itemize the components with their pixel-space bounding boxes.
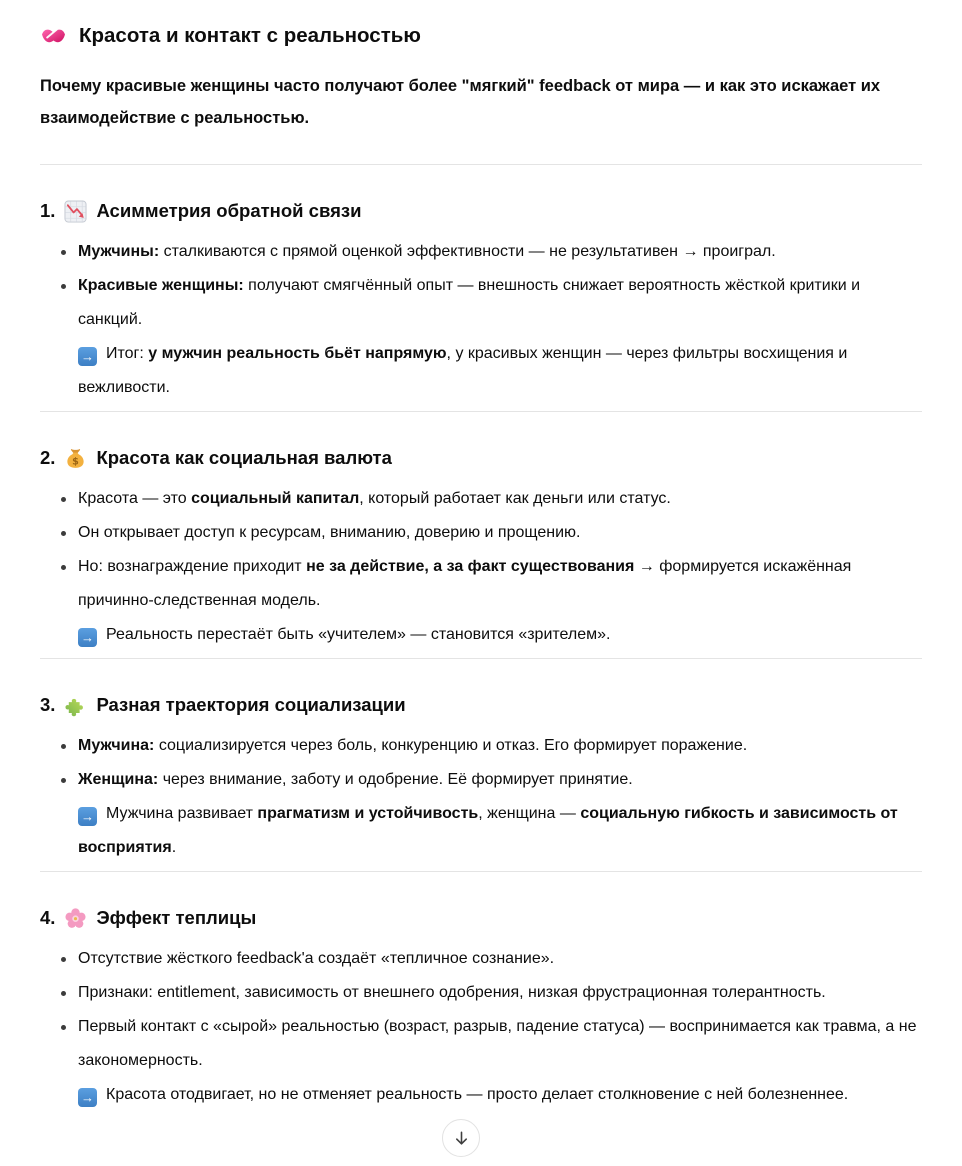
takeaway-item xyxy=(40,337,922,405)
takeaway-item xyxy=(40,618,922,652)
arrow-right-icon: → xyxy=(78,807,97,826)
item-text: Реальность перестаёт быть «учителем» — становится «зрителем». xyxy=(106,626,611,643)
sections xyxy=(40,164,922,1118)
bullet-dot xyxy=(61,497,66,502)
arrow-down-icon xyxy=(453,1130,470,1147)
section-heading xyxy=(40,692,922,718)
bullet-dot xyxy=(61,778,66,783)
item-text: Отсутствие жёсткого feedback'а создаёт «тепличное сознание». xyxy=(78,950,555,967)
item-text: Итог: у мужчин реальность бьёт напрямую, у красивых женщин — через фильтры восхищения и вежливости. xyxy=(78,345,848,396)
money-bag-icon xyxy=(64,447,87,470)
page-title: Красота и контакт с реальностью xyxy=(79,24,421,47)
page-title-row xyxy=(40,22,922,50)
item-text: Мужчины: сталкиваются с прямой оценкой эффективности — не результативен → проиграл. xyxy=(78,243,776,260)
section-4 xyxy=(40,871,922,1118)
section-2 xyxy=(40,411,922,658)
item-text: Мужчина: социализируется через боль, конкуренцию и отказ. Его формирует поражение. xyxy=(78,737,748,754)
scroll-to-bottom-button[interactable] xyxy=(442,1119,480,1157)
cherry-blossom-icon xyxy=(64,907,87,930)
bullet-dot xyxy=(61,744,66,749)
item-text: Мужчина развивает прагматизм и устойчивость, женщина — социальную гибкость и зависимость от восприятия. xyxy=(78,805,898,856)
list-item xyxy=(40,235,922,269)
document-header xyxy=(40,22,922,164)
bullet-dot xyxy=(61,957,66,962)
section-title: Эффект теплицы xyxy=(96,907,257,928)
puzzle-piece-icon xyxy=(64,694,87,717)
item-text: Женщина: через внимание, заботу и одобрение. Её формирует принятие. xyxy=(78,771,633,788)
svg-text:$: $ xyxy=(72,456,80,468)
item-text: Первый контакт с «сырой» реальностью (возраст, разрыв, падение статуса) — воспринимается как травма, а не закономерность. xyxy=(78,1018,917,1069)
bullet-dot xyxy=(61,284,66,289)
bullet-dot xyxy=(61,250,66,255)
arrow-right-icon: → xyxy=(78,628,97,647)
item-text: Но: вознаграждение приходит не за действие, а за факт существования → формируется искажённая причинно-следственная модель. xyxy=(78,558,852,609)
list-item xyxy=(40,550,922,618)
bullet-dot xyxy=(61,565,66,570)
takeaway-item xyxy=(40,1078,922,1112)
section-number: 2. xyxy=(40,447,56,468)
list-item xyxy=(40,269,922,337)
kiss-mark-icon xyxy=(40,23,67,50)
list-item xyxy=(40,1010,922,1078)
list-item xyxy=(40,729,922,763)
takeaway-item xyxy=(40,797,922,865)
item-text: Признаки: entitlement, зависимость от внешнего одобрения, низкая фрустрационная толерантность. xyxy=(78,984,826,1001)
section-heading xyxy=(40,198,922,224)
bullet-dot xyxy=(61,531,66,536)
section-title: Красота как социальная валюта xyxy=(96,447,392,468)
section-1 xyxy=(40,164,922,411)
intro-paragraph: Почему красивые женщины часто получают более "мягкий" feedback от мира — и как это искажает их взаимодействие с реальностью. xyxy=(40,77,881,127)
list-item xyxy=(40,482,922,516)
section-heading xyxy=(40,905,922,931)
bullet-dot xyxy=(61,991,66,996)
list-item xyxy=(40,763,922,797)
item-text: Он открывает доступ к ресурсам, вниманию, доверию и прощению. xyxy=(78,524,581,541)
chart-decreasing-icon xyxy=(64,200,87,223)
section-3 xyxy=(40,658,922,871)
list-item xyxy=(40,942,922,976)
section-heading xyxy=(40,445,922,471)
section-number: 1. xyxy=(40,200,56,221)
bullet-dot xyxy=(61,1025,66,1030)
item-text: Красивые женщины: получают смягчённый опыт — внешность снижает вероятность жёсткой критики и санкций. xyxy=(78,277,861,328)
list-item xyxy=(40,516,922,550)
section-title: Разная траектория социализации xyxy=(96,694,406,715)
arrow-right-icon: → xyxy=(78,1088,97,1107)
section-title: Асимметрия обратной связи xyxy=(96,200,362,221)
arrow-right-icon: → xyxy=(78,347,97,366)
list-item xyxy=(40,976,922,1010)
item-text: Красота — это социальный капитал, который работает как деньги или статус. xyxy=(78,490,671,507)
item-text: Красота отодвигает, но не отменяет реальность — просто делает столкновение с ней болезненнее. xyxy=(106,1086,849,1103)
section-number: 4. xyxy=(40,907,56,928)
section-number: 3. xyxy=(40,694,56,715)
